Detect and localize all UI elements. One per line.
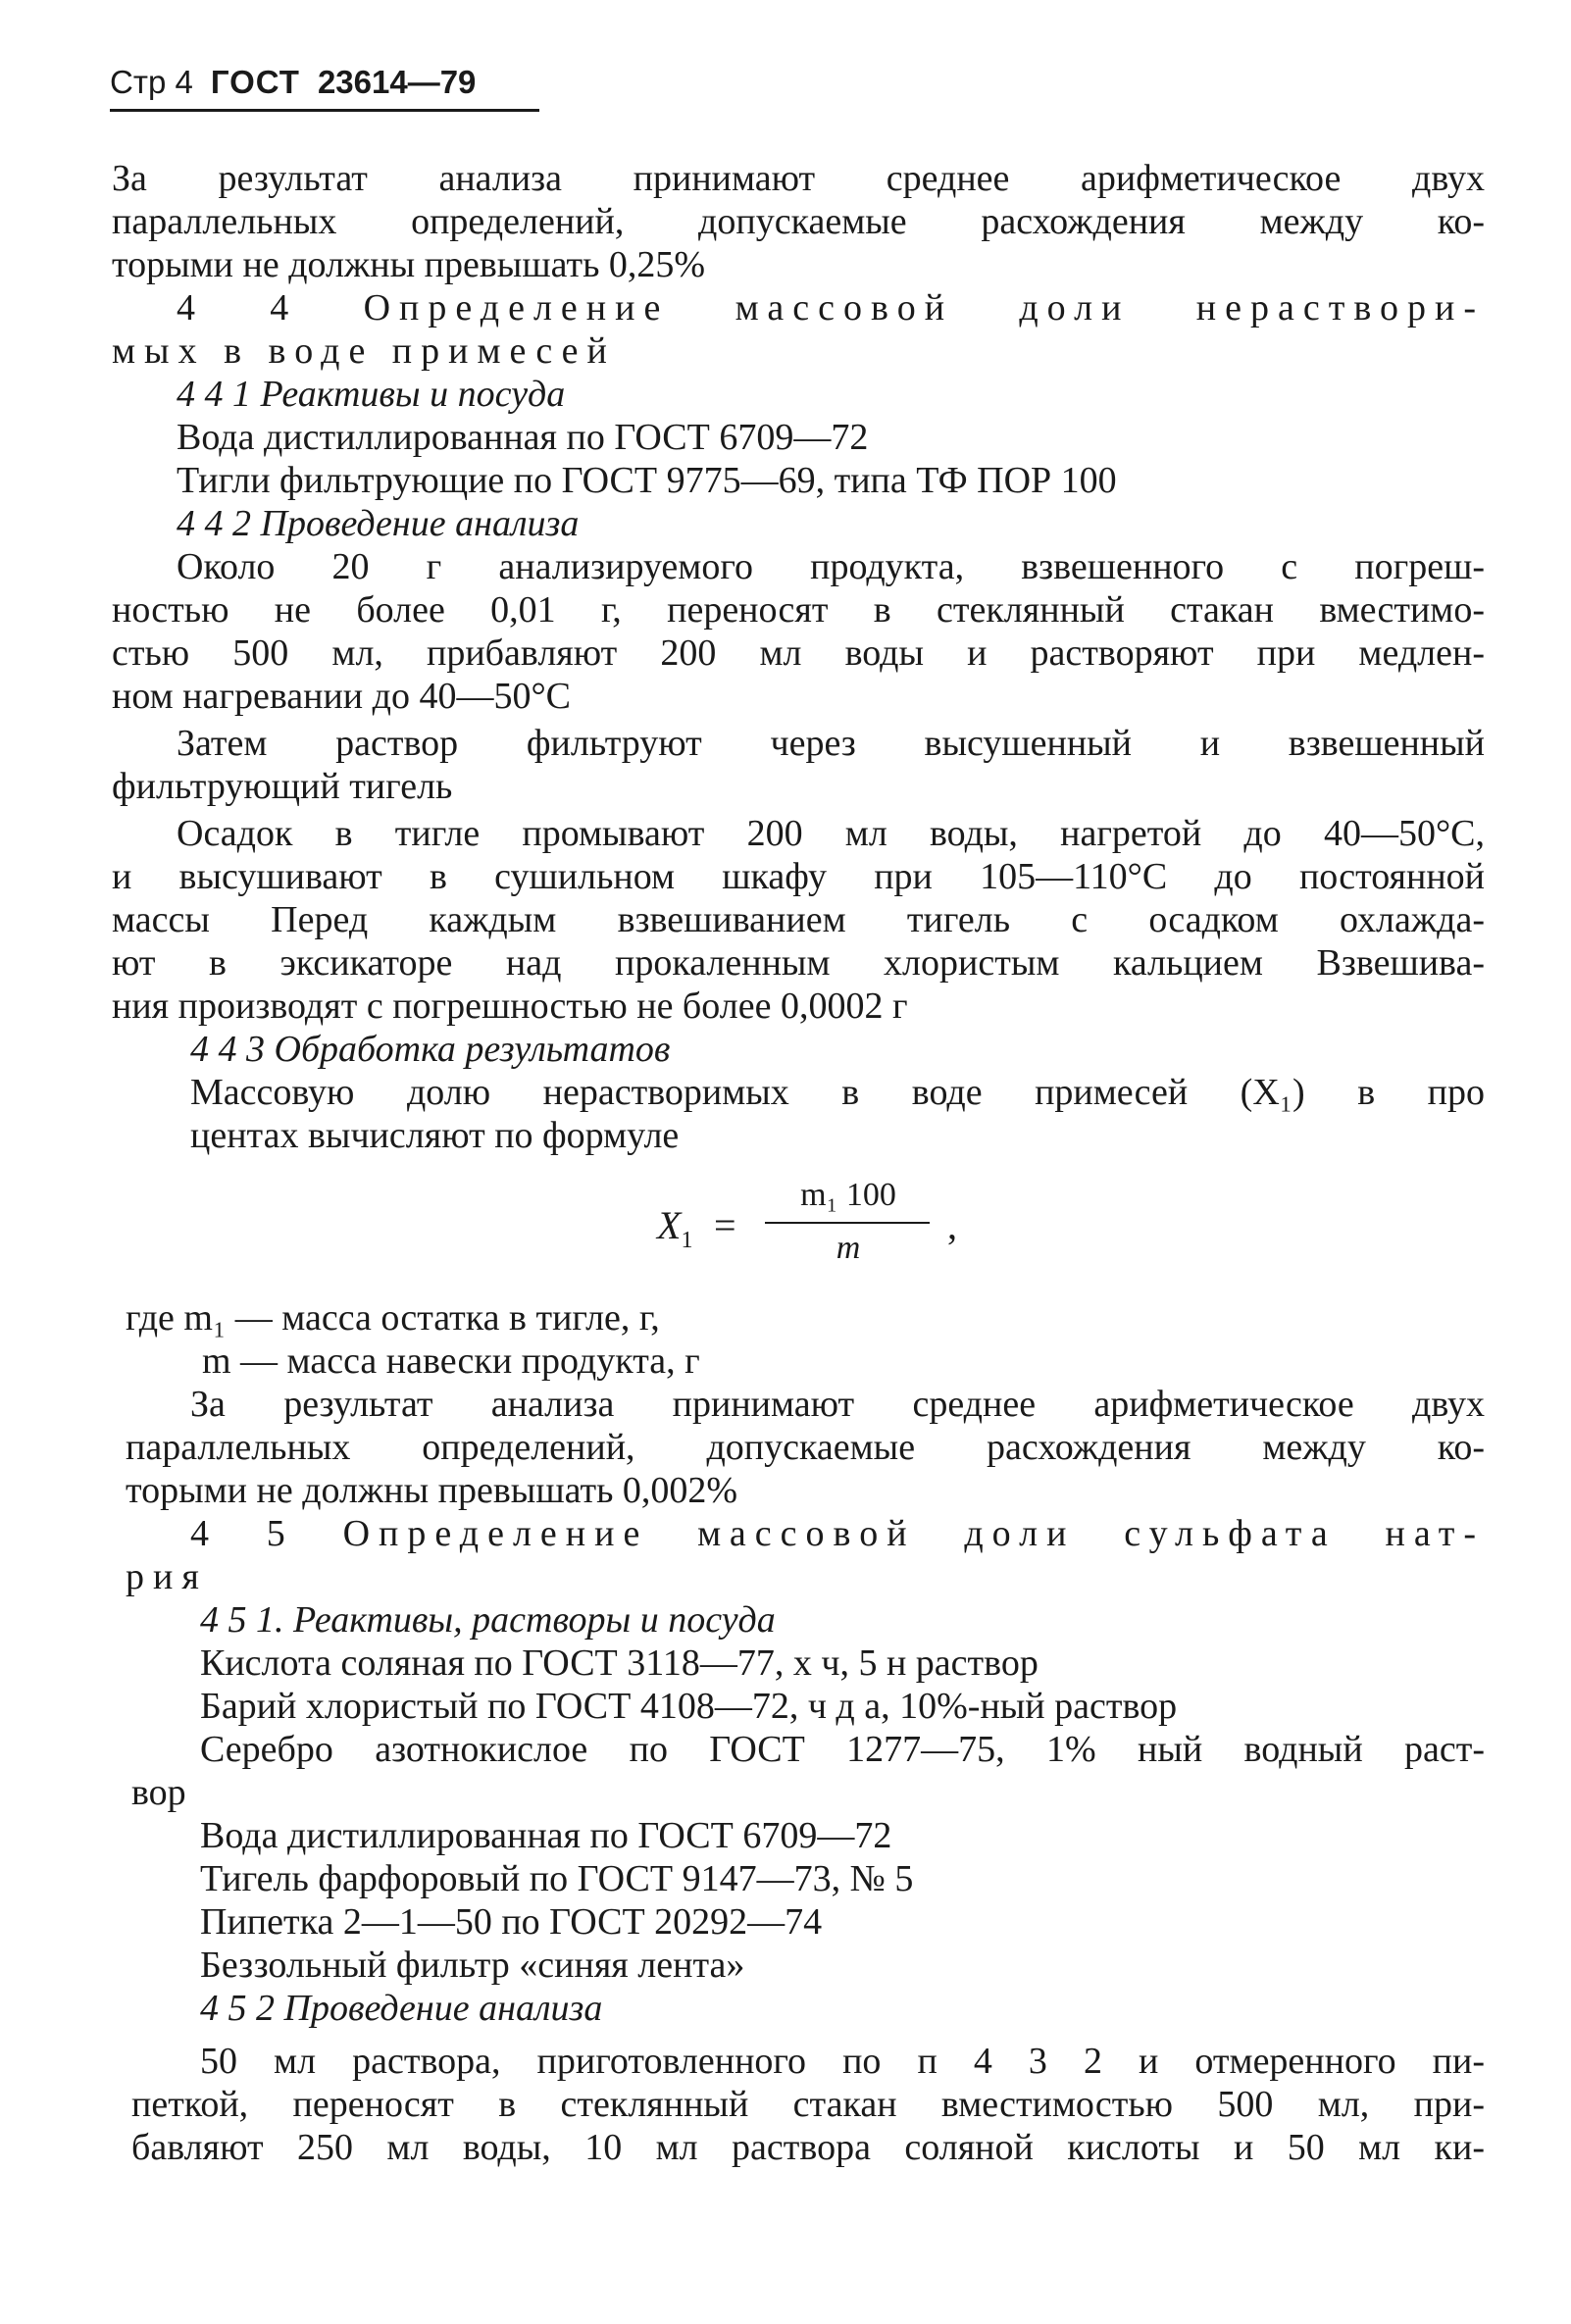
text-line: ния производят с погрешностью не более 0,0002 г: [112, 985, 908, 1027]
text-line: За результат анализа принимают среднее арифметическое двух: [112, 158, 1485, 199]
text-line: стью 500 мл, прибавляют 200 мл воды и растворяют при медлен-: [112, 632, 1485, 674]
page-label: Стр 4: [110, 64, 193, 100]
text-line: Вода дистиллированная по ГОСТ 6709—72: [177, 417, 869, 458]
text-line: Осадок в тигле промывают 200 мл воды, нагретой до 40—50°С,: [177, 813, 1485, 854]
subsection-title-4-4-1: 4 4 1 Реактивы и посуда: [177, 374, 566, 415]
text-line: параллельных определений, допускаемые расхождения между ко-: [112, 201, 1485, 242]
section-heading-4-4-cont: мых в воде примесей: [112, 330, 616, 372]
gost-label: ГОСТ: [210, 64, 300, 100]
text-line: Тигли фильтрующие по ГОСТ 9775—69, типа ТФ ПОР 100: [177, 460, 1117, 501]
text-line: ностью не более 0,01 г, переносят в стеклянный стакан вместимо-: [112, 589, 1485, 631]
text-line: Массовую долю нерастворимых в воде примесей (X₁) в про: [190, 1072, 1485, 1113]
text-line: m — масса навески продукта, г: [202, 1340, 700, 1382]
formula-lhs-symbol: X: [657, 1203, 682, 1247]
text-line: Около 20 г анализируемого продукта, взвешенного с погреш-: [177, 546, 1485, 587]
subsection-title-4-4-3: 4 4 3 Обработка результатов: [190, 1029, 671, 1070]
text-line: вор: [131, 1772, 186, 1813]
text-line: торыми не должны превышать 0,25%: [112, 244, 706, 285]
text-line: параллельных определений, допускаемые расхождения между ко-: [126, 1427, 1485, 1468]
text-line: Затем раствор фильтруют через высушенный и взвешенный: [177, 723, 1485, 764]
text-line: ном нагревании до 40—50°С: [112, 676, 572, 717]
text-line: массы Перед каждым взвешиванием тигель с осадком охлажда-: [112, 899, 1485, 940]
formula-denominator: m: [836, 1230, 861, 1266]
text-line: фильтрующий тигель: [112, 766, 453, 807]
section-heading-4-5: 4 5 Определение массовой доли сульфата нат-: [190, 1513, 1485, 1554]
section-heading-4-5-cont: рия: [126, 1556, 208, 1597]
formula-equals: =: [714, 1203, 736, 1247]
text-line: Беззольный фильтр «синяя лента»: [200, 1945, 745, 1986]
section-heading-4-4: 4 4 Определение массовой доли нераствори-: [177, 287, 1485, 328]
formula-comma: ,: [947, 1203, 957, 1247]
formula-lhs-subscript: 1: [681, 1228, 693, 1253]
formula-fraction-bar: [765, 1222, 930, 1224]
header-rule: [110, 109, 539, 112]
text-line: и высушивают в сушильном шкафу при 105—110°С до постоянной: [112, 856, 1485, 897]
text-line: Барий хлористый по ГОСТ 4108—72, ч д а, 10%-ный раствор: [200, 1686, 1178, 1727]
text-line: где m₁ — масса остатка в тигле, г,: [126, 1297, 660, 1339]
text-line: Пипетка 2—1—50 по ГОСТ 20292—74: [200, 1901, 823, 1943]
formula-lhs: [657, 1202, 692, 1254]
text-line: центах вычисляют по формуле: [190, 1115, 680, 1156]
subsection-title-4-4-2: 4 4 2 Проведение анализа: [177, 503, 580, 544]
text-line: торыми не должны превышать 0,002%: [126, 1470, 738, 1511]
text-line: ют в эксикаторе над прокаленным хлористым кальцием Взвешива-: [112, 942, 1485, 984]
formula-numerator: m₁ 100: [800, 1177, 896, 1213]
subsection-title-4-5-2: 4 5 2 Проведение анализа: [200, 1988, 603, 2029]
text-line: петкой, переносят в стеклянный стакан вместимостью 500 мл, при-: [131, 2084, 1485, 2125]
formula: [657, 1177, 1010, 1285]
text-line: Кислота соляная по ГОСТ 3118—77, х ч, 5 н раствор: [200, 1642, 1039, 1684]
text-line: Серебро азотнокислое по ГОСТ 1277—75, 1% ный водный раст-: [200, 1729, 1485, 1770]
document-number: 23614—79: [317, 64, 477, 100]
text-line: 50 мл раствора, приготовленного по п 4 3 2 и отмеренного пи-: [200, 2041, 1485, 2082]
text-line: бавляют 250 мл воды, 10 мл раствора соляной кислоты и 50 мл ки-: [131, 2127, 1485, 2168]
text-line: За результат анализа принимают среднее арифметическое двух: [190, 1384, 1485, 1425]
text-line: Тигель фарфоровый по ГОСТ 9147—73, № 5: [200, 1858, 914, 1899]
page-header: [110, 63, 476, 102]
subsection-title-4-5-1: 4 5 1. Реактивы, растворы и посуда: [200, 1599, 776, 1641]
text-line: Вода дистиллированная по ГОСТ 6709—72: [200, 1815, 892, 1856]
